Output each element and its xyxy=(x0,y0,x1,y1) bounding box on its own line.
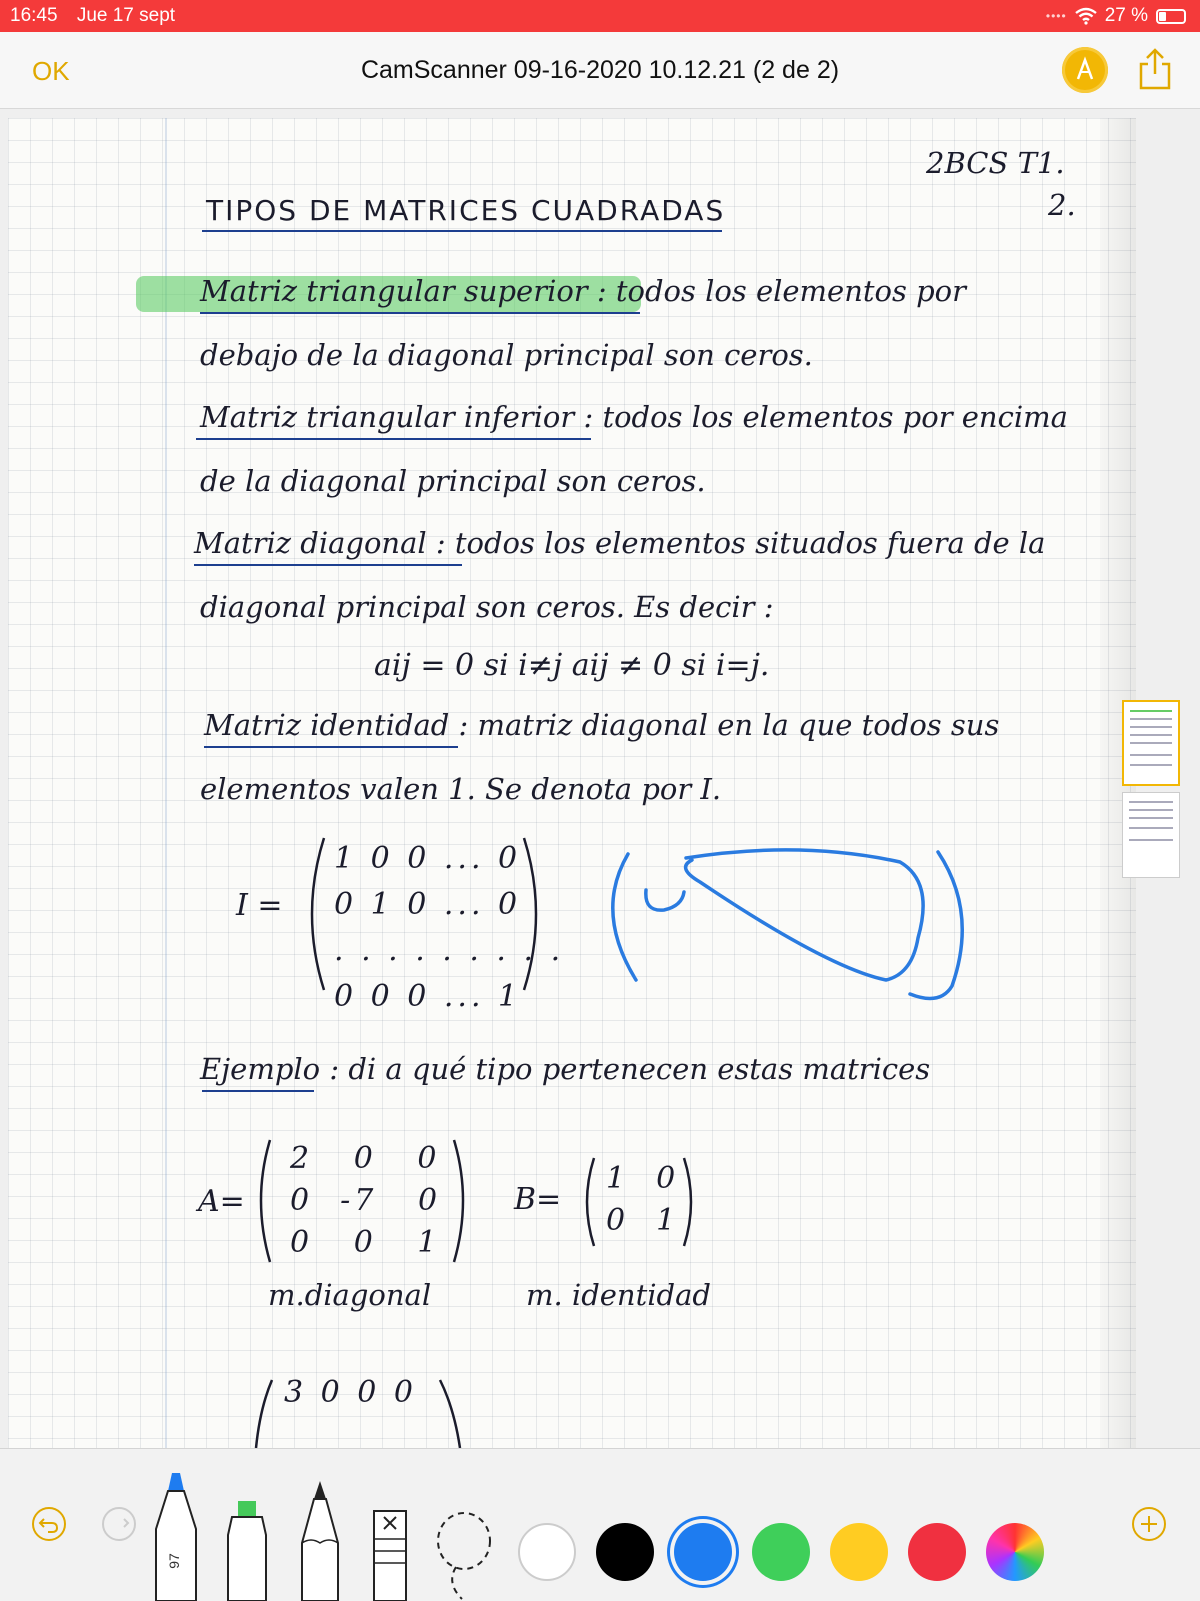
example-line xyxy=(200,1052,930,1086)
status-right xyxy=(1046,5,1186,27)
term-diagonal: Matriz diagonal xyxy=(194,526,427,560)
example-underline xyxy=(202,1090,314,1092)
status-bar xyxy=(0,0,1200,32)
redo-icon xyxy=(104,1509,134,1539)
lasso-tool[interactable] xyxy=(432,1505,496,1601)
undo-button[interactable] xyxy=(32,1507,66,1541)
wifi-icon xyxy=(1075,7,1097,25)
matrix-row: . . . . . . . . . xyxy=(334,933,565,968)
matrix-row: 2 0 0 xyxy=(290,1141,441,1176)
thumbnail-page-1[interactable] xyxy=(1122,700,1180,786)
definition-text: : todos los elementos por encima xyxy=(583,400,1068,434)
battery-percent: 27 % xyxy=(1104,5,1148,26)
matrix-a-label: A= xyxy=(198,1184,245,1219)
identity-label: I = xyxy=(236,888,283,923)
add-shape-button[interactable] xyxy=(1132,1507,1166,1541)
example-text: : di a qué tipo pertenecen estas matrices xyxy=(329,1052,931,1086)
color-swatch-blue[interactable] xyxy=(674,1523,732,1581)
diagonal-condition: aij = 0 si i≠j aij ≠ 0 si i=j. xyxy=(374,648,770,683)
matrix-row: 1 0 0 ... 0 xyxy=(334,841,522,876)
page-heading: TIPOS DE MATRICES CUADRADAS xyxy=(206,194,726,227)
definition-text: : todos los elementos por xyxy=(596,274,966,308)
color-swatch-white[interactable] xyxy=(518,1523,576,1581)
line-term xyxy=(204,708,999,742)
term-underline xyxy=(194,564,462,566)
next-matrix-row: 3 0 0 0 xyxy=(284,1375,417,1410)
matrix-a-caption: m.diagonal xyxy=(268,1278,432,1312)
matrix-row: 0 0 1 xyxy=(290,1225,441,1260)
cellular-dots-icon: •••• xyxy=(1045,9,1067,23)
matrix-b-label: B= xyxy=(514,1182,562,1217)
term-upper-triangular: Matriz triangular superior xyxy=(200,274,588,308)
battery-icon xyxy=(1156,9,1186,24)
nav-bar xyxy=(0,32,1200,109)
term-underline xyxy=(204,746,458,748)
matrix-b-caption: m. identidad xyxy=(526,1278,711,1312)
matrix-row: 0 1 0 ... 0 xyxy=(334,887,522,922)
line-term xyxy=(200,274,966,308)
matrix-row: 0 -7 0 xyxy=(290,1183,442,1218)
page-margin-line xyxy=(165,118,167,1448)
color-picker-wheel[interactable] xyxy=(986,1523,1044,1581)
header-course: 2BCS T1. xyxy=(926,146,1065,180)
color-swatch-yellow[interactable] xyxy=(830,1523,888,1581)
blue-pen-annotation xyxy=(600,842,984,1010)
markup-toolbar xyxy=(0,1448,1200,1601)
matrix-row: 1 0 xyxy=(606,1161,680,1196)
pencil-tool[interactable] xyxy=(298,1479,342,1601)
pen-tool[interactable] xyxy=(150,1469,202,1601)
document-title: CamScanner 09-16-2020 10.12.21 (2 de 2) xyxy=(360,56,840,84)
definition-text: : matriz diagonal en la que todos sus xyxy=(458,708,1000,742)
highlighter-tool[interactable] xyxy=(222,1497,272,1601)
example-label: Ejemplo xyxy=(200,1052,321,1086)
line-text: diagonal principal son ceros. Es decir : xyxy=(200,590,774,624)
document-page[interactable] xyxy=(8,118,1136,1448)
line-text: debajo de la diagonal principal son ceros. xyxy=(200,338,813,372)
status-date: Jue 17 sept xyxy=(76,5,176,26)
matrix-a-rows xyxy=(290,1138,441,1264)
color-swatch-black[interactable] xyxy=(596,1523,654,1581)
line-term xyxy=(194,526,1045,560)
line-text: de la diagonal principal son ceros. xyxy=(200,464,706,498)
markup-pen-icon xyxy=(1062,47,1108,93)
plus-icon xyxy=(1134,1509,1164,1539)
heading-underline xyxy=(202,230,722,232)
matrix-row: 0 1 xyxy=(606,1203,680,1238)
term-underline xyxy=(196,438,591,440)
color-swatch-red[interactable] xyxy=(908,1523,966,1581)
page-thumbnails xyxy=(1122,700,1184,884)
line-text: elementos valen 1. Se denota por I. xyxy=(200,772,722,806)
definition-text: : todos los elementos situados fuera de la xyxy=(435,526,1046,560)
matrix-row: 0 0 0 ... 1 xyxy=(334,979,522,1014)
ok-button[interactable]: OK xyxy=(32,56,70,86)
redo-button[interactable] xyxy=(102,1507,136,1541)
term-lower-triangular: Matriz triangular inferior xyxy=(200,400,575,434)
share-icon xyxy=(1135,46,1175,92)
eraser-tool[interactable] xyxy=(370,1507,410,1601)
color-swatch-green[interactable] xyxy=(752,1523,810,1581)
term-underline xyxy=(200,312,640,314)
share-button[interactable] xyxy=(1135,46,1175,92)
matrix-b-rows xyxy=(606,1158,679,1242)
status-left xyxy=(10,5,189,27)
thumbnail-page-2[interactable] xyxy=(1122,792,1180,878)
term-identity: Matriz identidad xyxy=(204,708,450,742)
undo-icon xyxy=(34,1509,64,1539)
identity-matrix-rows xyxy=(334,836,564,1020)
pen-width-label: 97 xyxy=(165,1553,182,1569)
markup-button[interactable] xyxy=(1062,47,1108,93)
status-time: 16:45 xyxy=(10,5,58,26)
header-page-number: 2. xyxy=(1048,188,1076,222)
line-term xyxy=(200,400,1068,434)
